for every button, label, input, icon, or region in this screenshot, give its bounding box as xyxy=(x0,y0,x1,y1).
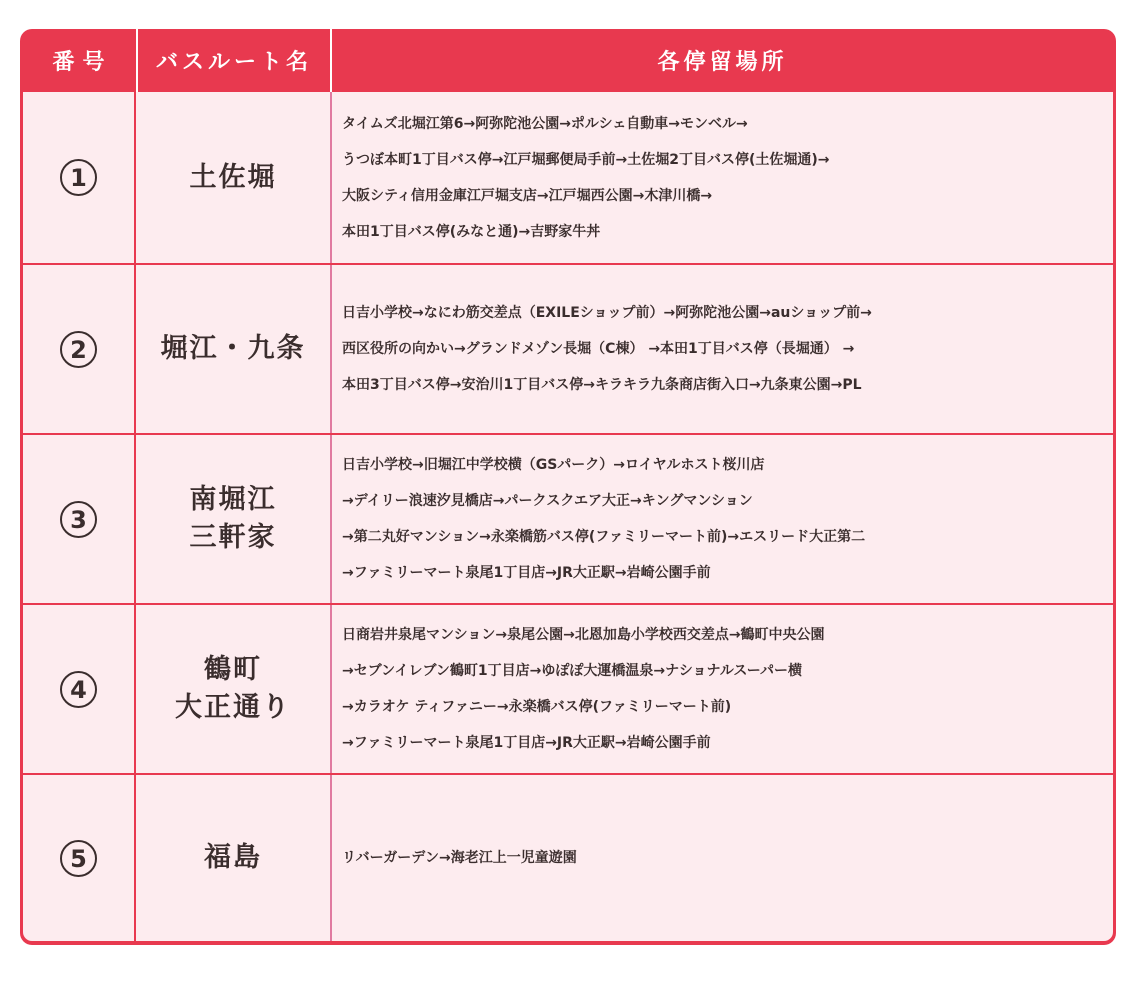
table-body xyxy=(23,92,1113,941)
table-row xyxy=(23,92,1113,265)
route-name-cell xyxy=(136,92,332,263)
table-row xyxy=(23,435,1113,605)
stops-line: 日吉小学校→旧堀江中学校横（GSパーク）→ロイヤルホスト桜川店 xyxy=(342,457,765,473)
stops-cell xyxy=(332,92,1113,263)
table-row xyxy=(23,775,1113,941)
header-number: 番号 xyxy=(52,50,113,75)
stops-line: →カラオケ ティファニー→永楽橋バス停(ファミリーマート前) xyxy=(342,699,732,715)
stops-cell xyxy=(332,435,1113,603)
stops-cell xyxy=(332,775,1113,941)
route-name-cell xyxy=(136,605,332,773)
stops-line: リバーガーデン→海老江上一児童遊園 xyxy=(342,850,577,866)
stops-line: →ファミリーマート泉尾1丁目店→JR大正駅→岩崎公園手前 xyxy=(342,565,711,581)
route-number-badge: 2 xyxy=(60,331,97,368)
stops-line: うつぼ本町1丁目バス停→江戸堀郵便局手前→土佐堀2丁目バス停(土佐堀通)→ xyxy=(342,151,830,168)
stops-line: 本田3丁目バス停→安治川1丁目バス停→キラキラ九条商店街入口→九条東公園→PL xyxy=(342,377,862,393)
route-name: 土佐堀 xyxy=(189,161,277,193)
bus-route-table xyxy=(20,29,1116,945)
stops-line: 西区役所の向かい→グランドメゾン長堀（C棟） →本田1丁目バス停（長堀通） → xyxy=(342,341,855,357)
stops-cell xyxy=(332,605,1113,773)
route-name: 鶴町 xyxy=(204,654,262,685)
route-name-cell xyxy=(136,775,332,941)
table-row xyxy=(23,605,1113,775)
route-number-badge: 5 xyxy=(60,840,97,877)
number-cell xyxy=(23,605,136,773)
route-number-badge: 4 xyxy=(60,671,97,708)
number-cell xyxy=(23,435,136,603)
number-cell xyxy=(23,265,136,433)
route-name-cell xyxy=(136,265,332,433)
route-number-badge: 3 xyxy=(60,501,97,538)
number-cell xyxy=(23,775,136,941)
stops-line: 日吉小学校→なにわ筋交差点（EXILEショップ前）→阿弥陀池公園→auショップ前→ xyxy=(342,305,872,321)
route-name: 三軒家 xyxy=(189,522,277,553)
route-number-badge: 1 xyxy=(60,159,97,196)
number-cell xyxy=(23,92,136,263)
route-name-cell xyxy=(136,435,332,603)
stops-line: →セブンイレブン鶴町1丁目店→ゆぽぽ大運橋温泉→ナショナルスーパー横 xyxy=(342,663,803,679)
header-stops: 各停留場所 xyxy=(657,50,788,75)
table-header xyxy=(23,29,1113,92)
stops-cell xyxy=(332,265,1113,433)
stops-line: 日商岩井泉尾マンション→泉尾公園→北恩加島小学校西交差点→鶴町中央公園 xyxy=(342,627,825,643)
route-name: 大正通り xyxy=(175,692,291,723)
stops-line: 大阪シティ信用金庫江戸堀支店→江戸堀西公園→木津川橋→ xyxy=(342,187,713,204)
route-name: 南堀江 xyxy=(189,484,277,515)
stops-line: →デイリー浪速汐見橋店→パークスクエア大正→キングマンション xyxy=(342,493,753,509)
stops-line: 本田1丁目バス停(みなと通)→吉野家牛丼 xyxy=(342,223,601,240)
route-name: 堀江・九条 xyxy=(160,333,306,364)
route-name: 福島 xyxy=(204,842,262,873)
table-row xyxy=(23,265,1113,435)
stops-line: タイムズ北堀江第6→阿弥陀池公園→ポルシェ自動車→モンベル→ xyxy=(342,115,748,132)
stops-line: →ファミリーマート泉尾1丁目店→JR大正駅→岩崎公園手前 xyxy=(342,735,711,751)
stops-line: →第二丸好マンション→永楽橋筋バス停(ファミリーマート前)→エスリード大正第二 xyxy=(342,529,866,545)
header-route-name: バスルート名 xyxy=(136,29,332,92)
